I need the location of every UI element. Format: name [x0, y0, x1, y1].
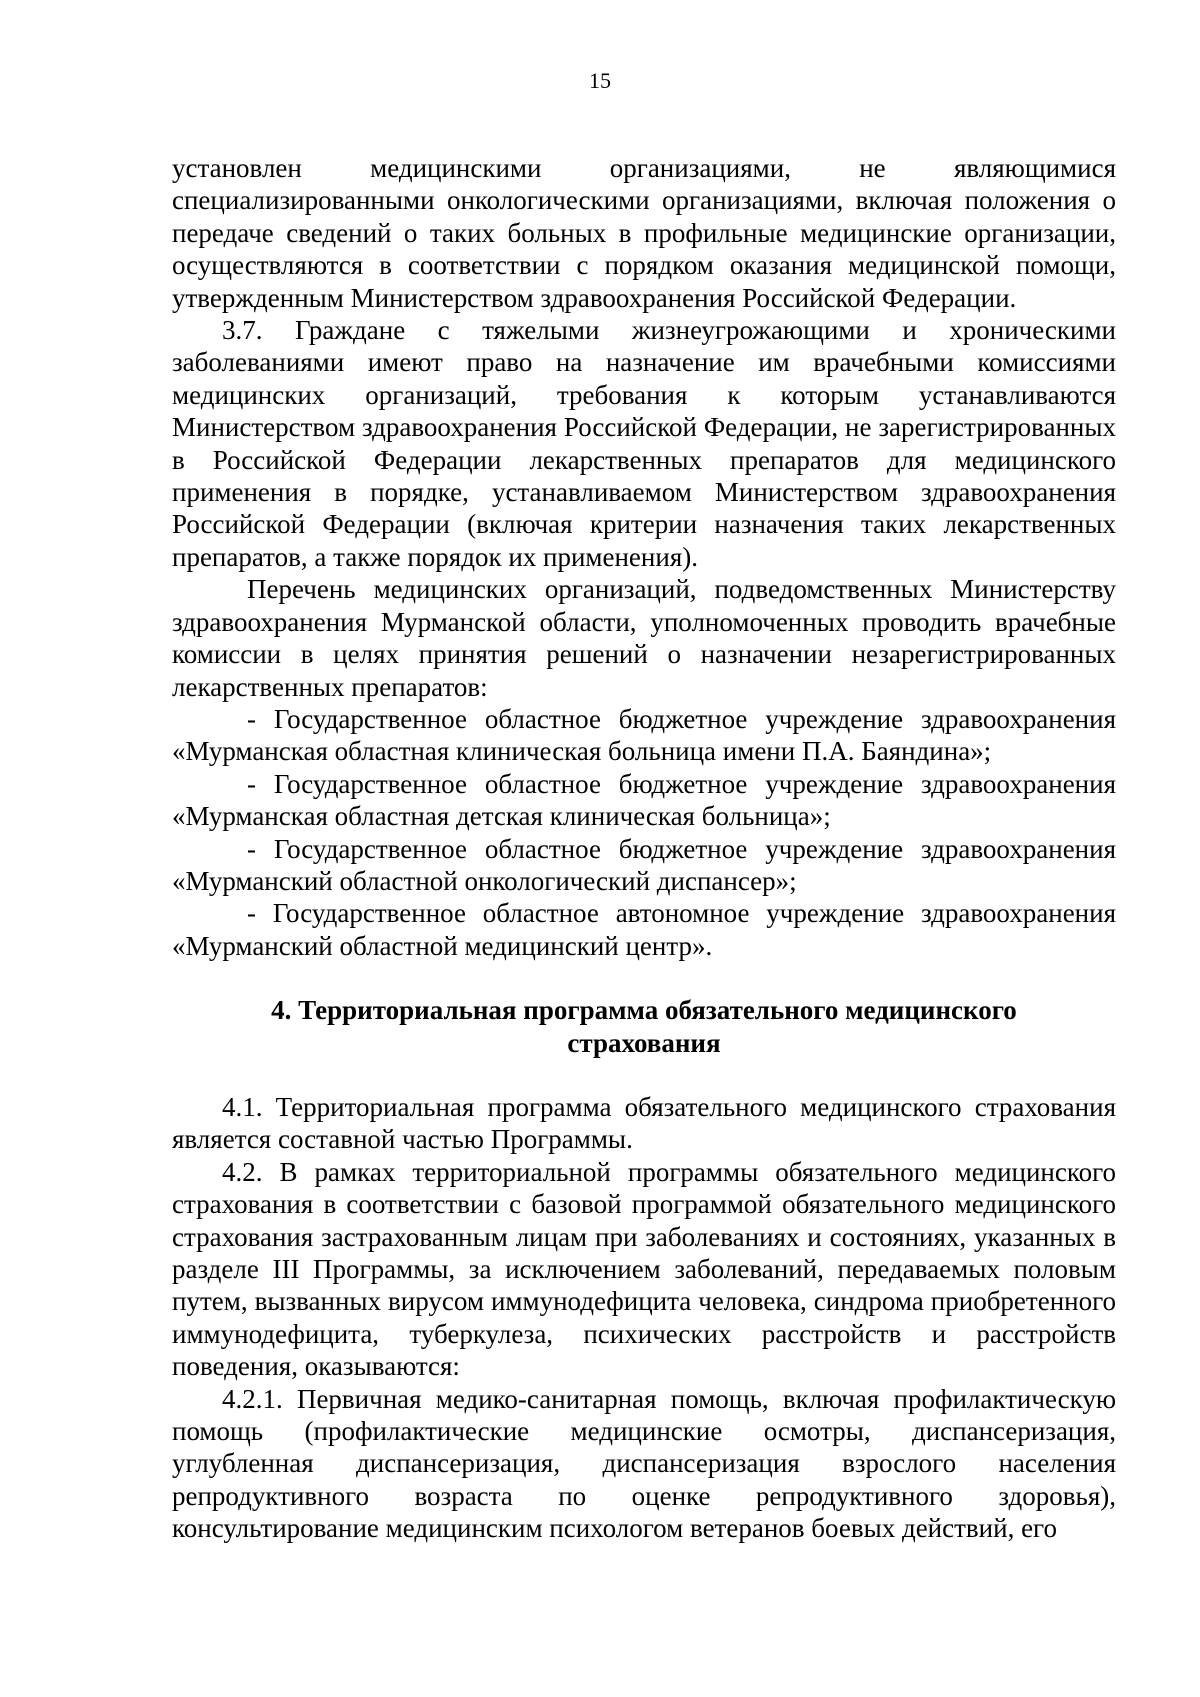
paragraph-4-1: 4.1. Территориальная программа обязательного медицинского страхования является составной частью Программы.	[172, 1091, 1116, 1155]
spacer	[172, 962, 1116, 994]
list-item: - Государственное областное бюджетное учреждение здравоохранения «Мурманская областная детская клиническая больница»;	[172, 768, 1116, 832]
section-heading	[172, 994, 1116, 1059]
paragraph-continuation: установлен медицинскими организациями, не являющимися специализированными онкологическими организациями, включая положения о передаче сведений о таких больных в профильные медицинские организации, осуществляются в соответствии с порядком оказания медицинской помощи, утвержденным Министерством здравоохранения Российской Федерации.	[172, 153, 1116, 313]
list-item: - Государственное областное автономное учреждение здравоохранения «Мурманский областной медицинский центр».	[172, 898, 1116, 961]
list-item: - Государственное областное бюджетное учреждение здравоохранения «Мурманский областной онкологический диспансер»;	[172, 833, 1116, 896]
section-heading-line: 4. Территориальная программа обязательного медицинского	[271, 995, 1017, 1026]
paragraph-4-2-1: 4.2.1. Первичная медико-санитарная помощь, включая профилактическую помощь (профилактические медицинские осмотры, диспансеризация, углубленная диспансеризация, диспансеризация взрослого населения репродуктивного возраста по оценке репродуктивного здоровья), консультирование медицинским психологом ветеранов боевых действий, его	[172, 1383, 1116, 1544]
paragraph-organizations-list-intro: Перечень медицинских организаций, подведомственных Министерству здравоохранения Мурманской области, уполномоченных проводить врачебные комиссии в целях принятия решений о назначении незарегистрированных лекарственных препаратов:	[172, 574, 1116, 702]
paragraph-4-2: 4.2. В рамках территориальной программы обязательного медицинского страхования в соответствии с базовой программой обязательного медицинского страхования застрахованным лицам при заболеваниях и состояниях, указанных в разделе III Программы, за исключением заболеваний, передаваемых половым путем, вызванных вирусом иммунодефицита человека, синдрома приобретенного иммунодефицита, туберкулеза, психических расстройств и расстройств поведения, оказываются:	[172, 1156, 1116, 1382]
paragraph-3-7: 3.7. Граждане с тяжелыми жизнеугрожающими и хроническими заболеваниями имеют право на назначение им врачебными комиссиями медицинских организаций, требования к которым устанавливаются Министерством здравоохранения Российской Федерации, не зарегистрированных в Российской Федерации лекарственных препаратов для медицинского применения в порядке, устанавливаемом Министерством здравоохранения Российской Федерации (включая критерии назначения таких лекарственных препаратов, а также порядок их применения).	[172, 315, 1116, 572]
page-number: 15	[589, 68, 611, 93]
spacer	[172, 1059, 1116, 1091]
section-heading-line: страхования	[567, 1027, 721, 1058]
list-item: - Государственное областное бюджетное учреждение здравоохранения «Мурманская областная клиническая больница имени П.А. Баяндина»;	[172, 703, 1116, 767]
document-body	[172, 152, 1116, 1545]
